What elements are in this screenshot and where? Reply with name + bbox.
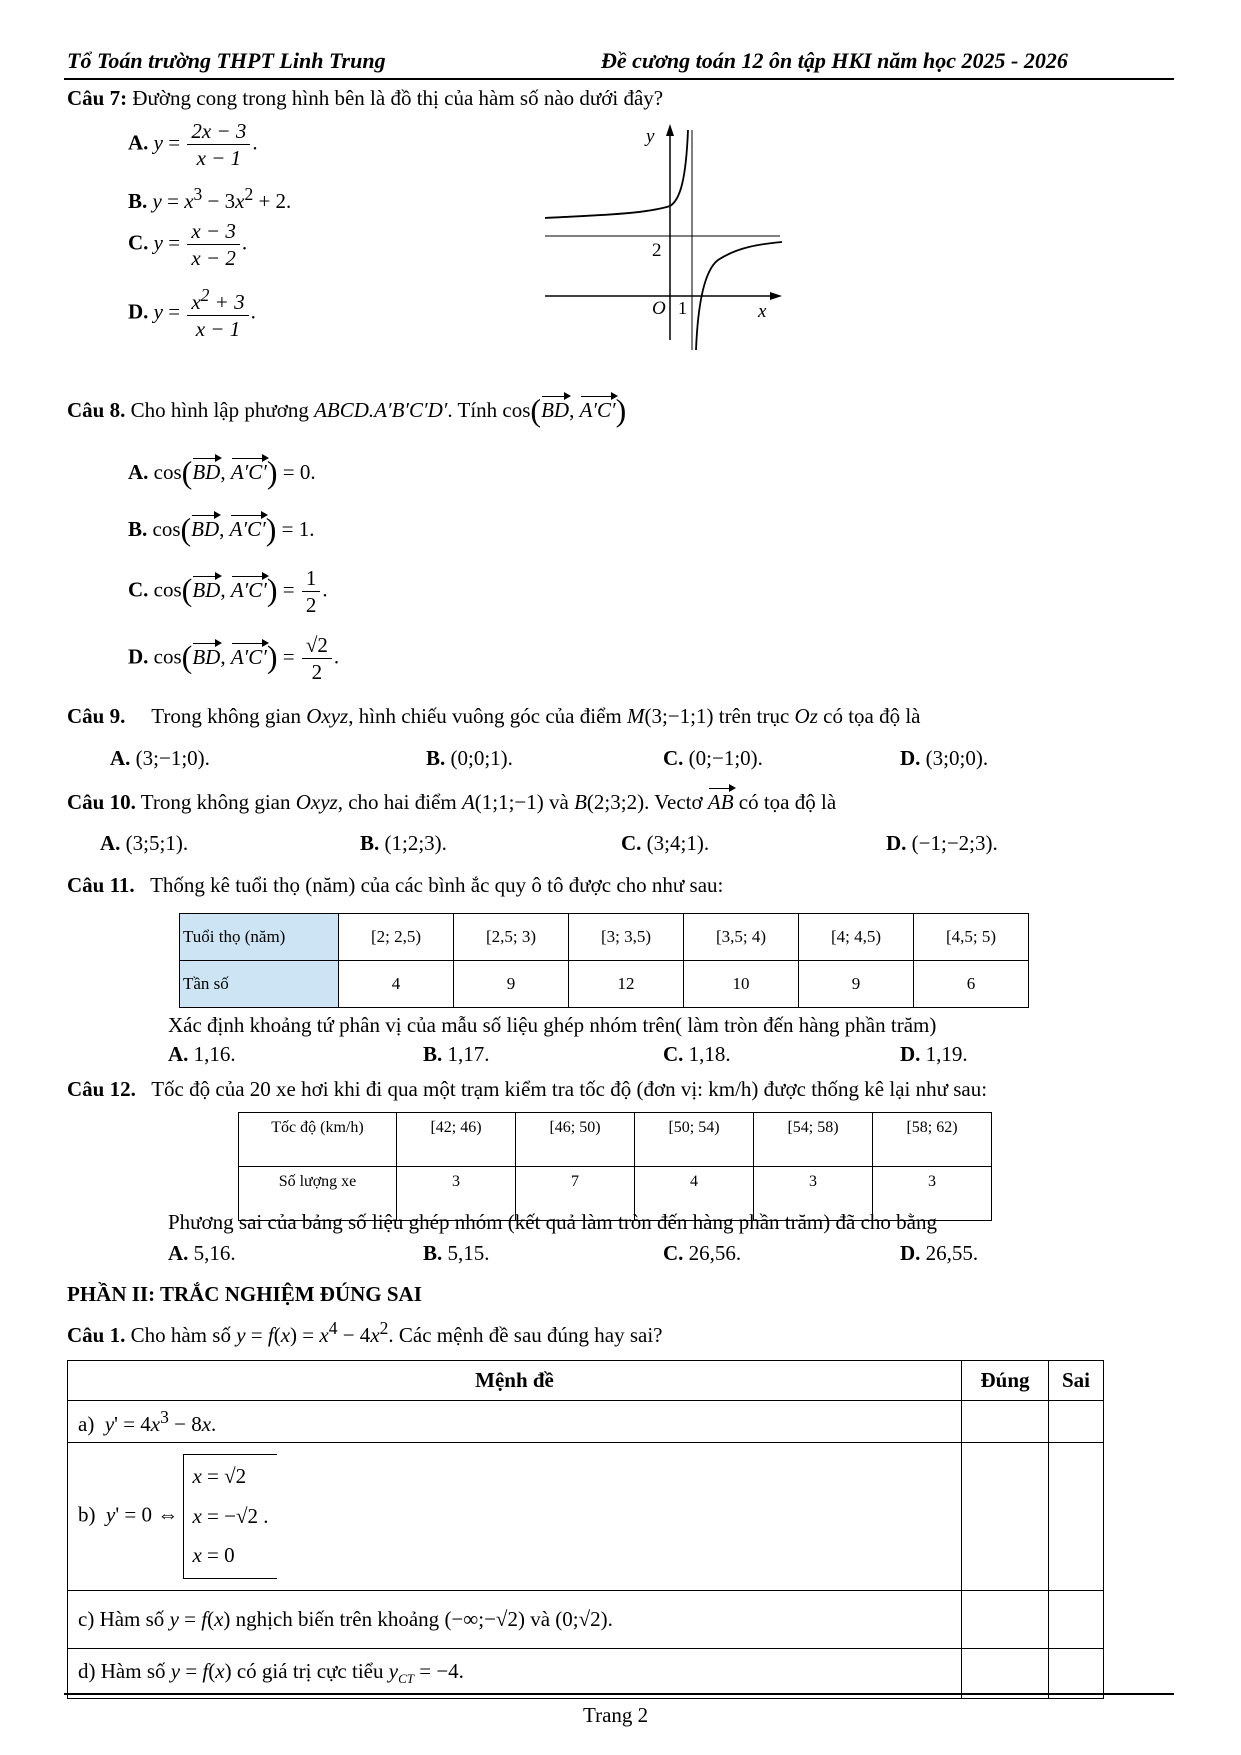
statement-d-text: có giá trị cực tiểu	[236, 1659, 384, 1684]
q11-c-letter: C.	[663, 1042, 684, 1066]
q12-class-4: [54; 58)	[754, 1113, 873, 1167]
q9-label: Câu 9.	[67, 704, 126, 728]
q10-text1: Trong không gian	[140, 790, 291, 814]
q11-class-6: [4,5; 5)	[914, 914, 1029, 961]
statement-c: c) Hàm số y = f(x) nghịch biến trên khoảng (−∞;−√2) và (0;√2).	[68, 1591, 962, 1649]
page-number: Trang 2	[583, 1703, 649, 1727]
statement-c-label: c) Hàm số	[78, 1607, 165, 1631]
q11-option-c	[663, 1042, 731, 1067]
q8-d-letter: D.	[128, 644, 149, 669]
q11-b-letter: B.	[423, 1042, 443, 1066]
q10-oxyz: Oxyz	[295, 790, 338, 814]
q9-stem: Câu 9. Trong không gian Oxyz, hình chiếu vuông góc của điểm M(3;−1;1) trên trục Oz có tọa độ là	[67, 704, 921, 728]
q9-c-value: (0;−1;0).	[688, 746, 763, 770]
q7-stem	[67, 86, 663, 111]
q10-text4: có tọa độ là	[738, 790, 837, 814]
q8-a-letter: A.	[128, 460, 149, 484]
q10-stem: Câu 10. Trong không gian Oxyz, cho hai điểm A(1;1;−1) và B(2;3;2). Vectơ AB có tọa độ là	[67, 790, 837, 814]
q10-label: Câu 10.	[67, 790, 136, 814]
q12-row2-label: Số lượng xe	[239, 1167, 397, 1221]
q9-option-d	[900, 746, 988, 771]
q10-option-d	[886, 831, 998, 856]
q12-a-letter: A.	[168, 1241, 189, 1265]
graph-origin-label: O	[652, 298, 666, 319]
q8-c-letter: C.	[128, 577, 149, 602]
q12-freq-1: 3	[397, 1167, 516, 1221]
table-row	[68, 1591, 1104, 1649]
q9-text3: trên trục	[718, 704, 790, 728]
q11-class-1: [2; 2,5)	[339, 914, 454, 961]
q12-text: Tốc độ của 20 xe hơi khi đi qua một trạm kiểm tra tốc độ (đơn vị: km/h) được thống kê lại như sau:	[151, 1077, 988, 1101]
q7-graph	[540, 120, 790, 360]
col-true-header: Đúng	[962, 1361, 1049, 1401]
q7-option-c: C. y = $\frac{x - 3}{x - 2}$ .	[128, 219, 248, 271]
statement-a: a) $y' = 4x^3 - 8x$.	[68, 1401, 962, 1443]
q12-option-c	[663, 1241, 741, 1266]
q12-d-value: 26,55.	[925, 1241, 979, 1265]
table-row	[68, 1443, 1104, 1591]
header-left: Tổ Toán trường THPT Linh Trung	[67, 48, 386, 73]
q9-a-value: (3;−1;0).	[135, 746, 210, 770]
part2-q1-stem: Câu 1. Cho hàm số $y = f(x) = x^4 - 4x^2$. Các mệnh đề sau đúng hay sai?	[67, 1318, 663, 1347]
q10-b-letter: B.	[360, 831, 380, 855]
part2-q1-label: Câu 1.	[67, 1323, 126, 1347]
q12-class-2: [46; 50)	[516, 1113, 635, 1167]
q11-stem	[67, 873, 723, 898]
x-axis-arrow-icon	[770, 292, 782, 300]
q9-oxyz: Oxyz	[306, 704, 349, 728]
q9-option-b	[426, 746, 513, 771]
q10-va: và	[549, 790, 569, 814]
q8-text: Cho hình lập phương	[130, 398, 309, 422]
header-rule	[64, 78, 1174, 80]
q7-c-letter: C.	[128, 230, 149, 255]
q11-freq-3: 12	[569, 961, 684, 1008]
q10-text2: , cho hai điểm	[337, 790, 457, 814]
answer-false-d[interactable]	[1049, 1649, 1104, 1699]
q12-freq-3: 4	[635, 1167, 754, 1221]
q12-d-letter: D.	[900, 1241, 921, 1265]
q11-a-letter: A.	[168, 1042, 189, 1066]
graph-x-label: x	[758, 301, 767, 322]
part2-title: PHẦN II: TRẮC NGHIỆM ĐÚNG SAI	[67, 1282, 422, 1306]
q11-class-2: [2,5; 3)	[454, 914, 569, 961]
statement-d-label: d) Hàm số	[78, 1659, 166, 1684]
part2-table	[67, 1360, 1104, 1699]
q11-option-a	[168, 1042, 236, 1067]
q12-class-5: [58; 62)	[873, 1113, 992, 1167]
curve-left-branch	[545, 130, 688, 218]
q11-b-value: 1,17.	[447, 1042, 490, 1066]
q10-c-value: (3;4;1).	[646, 831, 710, 855]
q10-option-a	[100, 831, 188, 856]
q11-row2-label: Tần số	[180, 961, 339, 1008]
answer-false-a[interactable]	[1049, 1401, 1104, 1443]
q8-b-letter: B.	[128, 517, 148, 541]
q11-freq-1: 4	[339, 961, 454, 1008]
table-row	[68, 1649, 1104, 1699]
table-row	[68, 1401, 1104, 1443]
table-row	[180, 961, 1029, 1008]
q9-a-letter: A.	[110, 746, 131, 770]
q11-freq-4: 10	[684, 961, 799, 1008]
q7-a-letter: A.	[128, 130, 149, 155]
q8-cube: ABCD.A′B′C′D′	[314, 398, 448, 422]
q11-a-value: 1,16.	[193, 1042, 236, 1066]
q7-d-letter: D.	[128, 299, 149, 324]
q12-label: Câu 12.	[67, 1077, 136, 1101]
col-false-header: Sai	[1049, 1361, 1104, 1401]
q12-b-value: 5,15.	[447, 1241, 490, 1265]
header-right: Đề cương toán 12 ôn tập HKI năm học 2025 - 2026	[601, 48, 1068, 73]
graph-two-label: 2	[652, 240, 662, 261]
q10-c-letter: C.	[621, 831, 642, 855]
statement-d: d) Hàm số y = f(x) có giá trị cực tiểu $y_{CT} = -4$.	[68, 1649, 962, 1699]
q7-option-a: A. y = $\frac{2x - 3}{x - 1}$ .	[128, 119, 258, 171]
q7-b-letter: B.	[128, 189, 148, 213]
answer-false-c[interactable]	[1049, 1591, 1104, 1649]
part2-q1-text1: Cho hàm số	[130, 1323, 231, 1347]
q12-option-a	[168, 1241, 236, 1266]
q12-b-letter: B.	[423, 1241, 443, 1265]
q12-freq-2: 7	[516, 1167, 635, 1221]
col-statement-header: Mệnh đề	[68, 1361, 962, 1401]
q7-option-d: D. y = $\frac{x^2 + 3}{x - 1}$ .	[128, 285, 256, 342]
q12-freq-5: 3	[873, 1167, 992, 1221]
q10-b-value: (1;2;3).	[384, 831, 447, 855]
q10-d-value: (−1;−2;3).	[911, 831, 998, 855]
q8-option-b: B. cos(BD, A′C′) = 1.	[128, 511, 315, 547]
q12-table	[238, 1112, 992, 1221]
q9-c-letter: C.	[663, 746, 684, 770]
q10-option-c	[621, 831, 709, 856]
q8-option-a: A. cos(BD, A′C′) = 0.	[128, 454, 316, 490]
q9-text1: Trong không gian	[151, 704, 301, 728]
q9-oz: Oz	[794, 704, 818, 728]
q11-freq-5: 9	[799, 961, 914, 1008]
q8-stem: Câu 8. Cho hình lập phương ABCD.A′B′C′D′. Tính cos(BD, A′C′)	[67, 392, 627, 428]
q8-label: Câu 8.	[67, 398, 126, 422]
q9-text4: có tọa độ là	[823, 704, 921, 728]
q12-row1-label: Tốc độ (km/h)	[239, 1113, 397, 1167]
q11-table	[179, 913, 1029, 1008]
q8-option-c: C. cos(BD, A′C′) = $\frac{1}{2}$ .	[128, 566, 328, 618]
q7-text: Đường cong trong hình bên là đồ thị của hàm số nào dưới đây?	[132, 86, 664, 110]
statement-c-and: và	[530, 1607, 551, 1631]
q12-class-1: [42; 46)	[397, 1113, 516, 1167]
q11-question: Xác định khoảng tứ phân vị của mẫu số liệu ghép nhóm trên( làm tròn đến hàng phần trăm)	[168, 1013, 937, 1037]
q12-c-value: 26,56.	[688, 1241, 742, 1265]
table-row	[68, 1361, 1104, 1401]
q11-freq-6: 6	[914, 961, 1029, 1008]
q9-option-a	[110, 746, 210, 771]
statement-c-text: nghịch biến trên khoảng	[235, 1607, 440, 1631]
answer-true-d[interactable]	[962, 1649, 1049, 1699]
q12-option-d	[900, 1241, 978, 1266]
q12-c-letter: C.	[663, 1241, 684, 1265]
q12-question: Phương sai của bảng số liệu ghép nhóm (kết quả làm tròn đến hàng phần trăm) đã cho bằng	[168, 1210, 937, 1234]
statement-b-label: b)	[78, 1502, 96, 1527]
q11-class-3: [3; 3,5)	[569, 914, 684, 961]
footer-rule	[64, 1693, 1174, 1695]
table-row	[239, 1113, 992, 1167]
q11-d-value: 1,19.	[925, 1042, 968, 1066]
q10-a-letter: A.	[100, 831, 121, 855]
q9-text2: , hình chiếu vuông góc của điểm	[348, 704, 622, 728]
q12-freq-4: 3	[754, 1167, 873, 1221]
q9-d-value: (3;0;0).	[925, 746, 989, 770]
q11-class-4: [3,5; 4)	[684, 914, 799, 961]
q11-d-letter: D.	[900, 1042, 921, 1066]
y-axis-arrow-icon	[666, 124, 674, 136]
q11-row1-label: Tuổi thọ (năm)	[180, 914, 339, 961]
q12-class-3: [50; 54)	[635, 1113, 754, 1167]
q11-option-b	[423, 1042, 490, 1067]
q12-option-b	[423, 1241, 490, 1266]
statement-a-label: a)	[78, 1411, 95, 1436]
answer-true-b[interactable]	[962, 1443, 1049, 1591]
q10-text3: . Vectơ	[644, 790, 703, 814]
statement-b: b) y' = 0 ⇔ x = √2 x = −√2 . x = 0	[68, 1443, 962, 1591]
q11-class-5: [4; 4,5)	[799, 914, 914, 961]
graph-y-label: y	[646, 126, 655, 147]
q8-option-d: D. cos(BD, A′C′) = $\frac{√2}{2}$ .	[128, 633, 340, 685]
q11-c-value: 1,18.	[688, 1042, 731, 1066]
q12-stem	[67, 1077, 987, 1102]
q10-a-value: (3;5;1).	[125, 831, 189, 855]
table-row	[180, 914, 1029, 961]
q11-text: Thống kê tuổi thọ (năm) của các bình ắc quy ô tô được cho như sau:	[150, 873, 724, 897]
graph-one-label: 1	[678, 298, 687, 318]
q9-option-c	[663, 746, 763, 771]
q9-d-letter: D.	[900, 746, 921, 770]
q7-option-b: B. $y = x^3 - 3x^2 + 2$.	[128, 184, 292, 213]
q12-a-value: 5,16.	[193, 1241, 236, 1265]
answer-true-a[interactable]	[962, 1401, 1049, 1443]
q11-freq-2: 9	[454, 961, 569, 1008]
q9-b-letter: B.	[426, 746, 446, 770]
answer-false-b[interactable]	[1049, 1443, 1104, 1591]
q11-option-d	[900, 1042, 968, 1067]
q10-d-letter: D.	[886, 831, 907, 855]
q10-option-b	[360, 831, 447, 856]
q7-label: Câu 7:	[67, 86, 128, 110]
q11-label: Câu 11.	[67, 873, 135, 897]
q9-b-value: (0;0;1).	[450, 746, 513, 770]
part2-q1-text2: . Các mệnh đề sau đúng hay sai?	[388, 1323, 663, 1347]
answer-true-c[interactable]	[962, 1591, 1049, 1649]
q8-tinh: . Tính cos	[447, 398, 531, 422]
